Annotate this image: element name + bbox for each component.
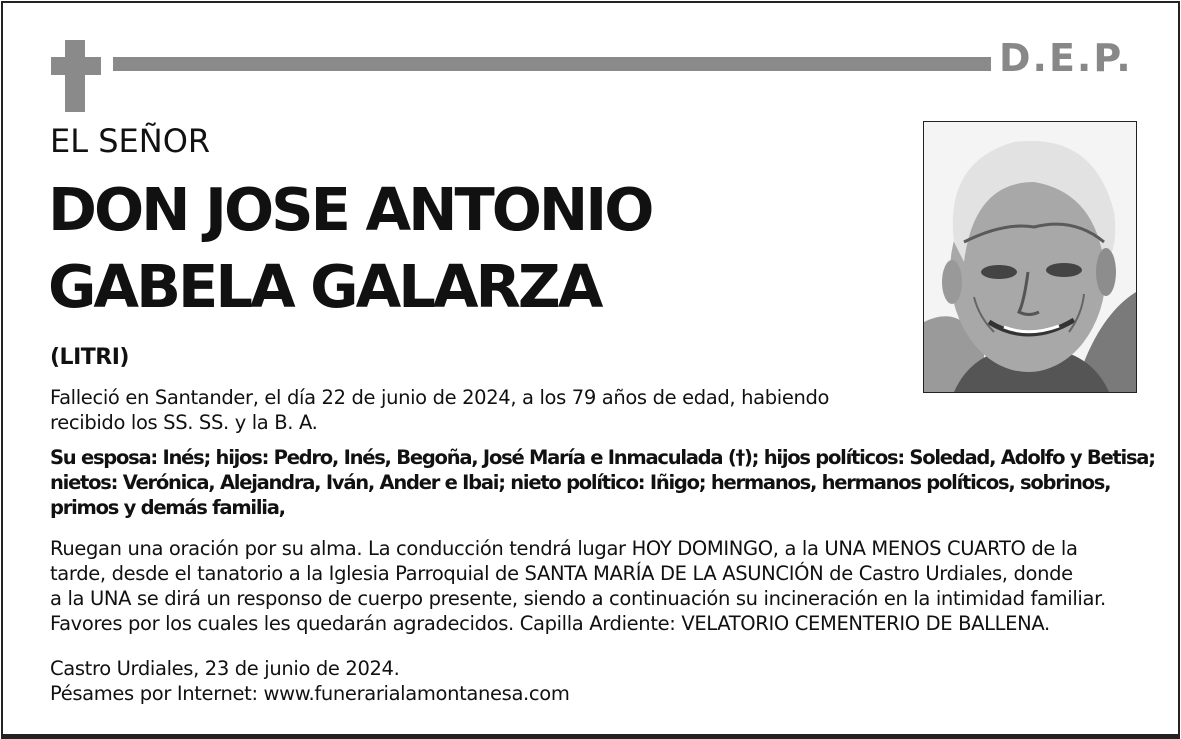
death-line-2: recibido los SS. SS. y la B. A. [50, 411, 318, 434]
service-line-3: a la UNA se dirá un responso de cuerpo presente, siendo a continuación su incineración en la intimidad familiar. [50, 587, 1106, 610]
portrait-photo [923, 121, 1137, 393]
honorific-title: EL SEÑOR [50, 122, 211, 160]
service-line-4: Favores por los cuales les quedarán agradecidos. Capilla Ardiente: VELATORIO CEMENTERIO DE BALLENA. [50, 612, 1050, 635]
cross-icon-bar [51, 57, 101, 75]
deceased-name [48, 171, 651, 325]
name-line-2: GABELA GALARZA [48, 252, 601, 321]
nickname: (LITRI) [50, 345, 129, 370]
dep-label: D.E.P. [999, 36, 1133, 80]
family-line-3: primos y demás familia, [50, 496, 285, 519]
condolences-website: Pésames por Internet: www.funerarialamontanesa.com [50, 682, 570, 705]
family-line-1: Su esposa: Inés; hijos: Pedro, Inés, Begoña, José María e Inmaculada (†); hijos políticos: Soledad, Adolfo y Betisa; [50, 446, 1155, 469]
service-details [50, 536, 1106, 636]
service-line-1: Ruegan una oración por su alma. La conducción tendrá lugar HOY DOMINGO, a la UNA MENOS CUARTO de la [50, 537, 1078, 560]
family-list [50, 445, 1155, 520]
obituary-frame [1, 1, 1180, 739]
family-line-2: nietos: Verónica, Alejandra, Iván, Ander e Ibai; nieto político: Iñigo; hermanos, hermanos políticos, sobrinos, [50, 471, 1111, 494]
name-line-1: DON JOSE ANTONIO [48, 175, 652, 244]
death-notice [50, 385, 829, 435]
place-date: Castro Urdiales, 23 de junio de 2024. [50, 657, 400, 680]
service-line-2: tarde, desde el tanatorio a la Iglesia Parroquial de SANTA MARÍA DE LA ASUNCIÓN de Castro Urdiales, donde [50, 562, 1073, 585]
cross-icon [65, 40, 85, 112]
footer [50, 656, 569, 706]
portrait-image [924, 122, 1136, 392]
death-line-1: Falleció en Santander, el día 22 de junio de 2024, a los 79 años de edad, habiendo [50, 386, 830, 409]
header-rule [113, 57, 991, 71]
